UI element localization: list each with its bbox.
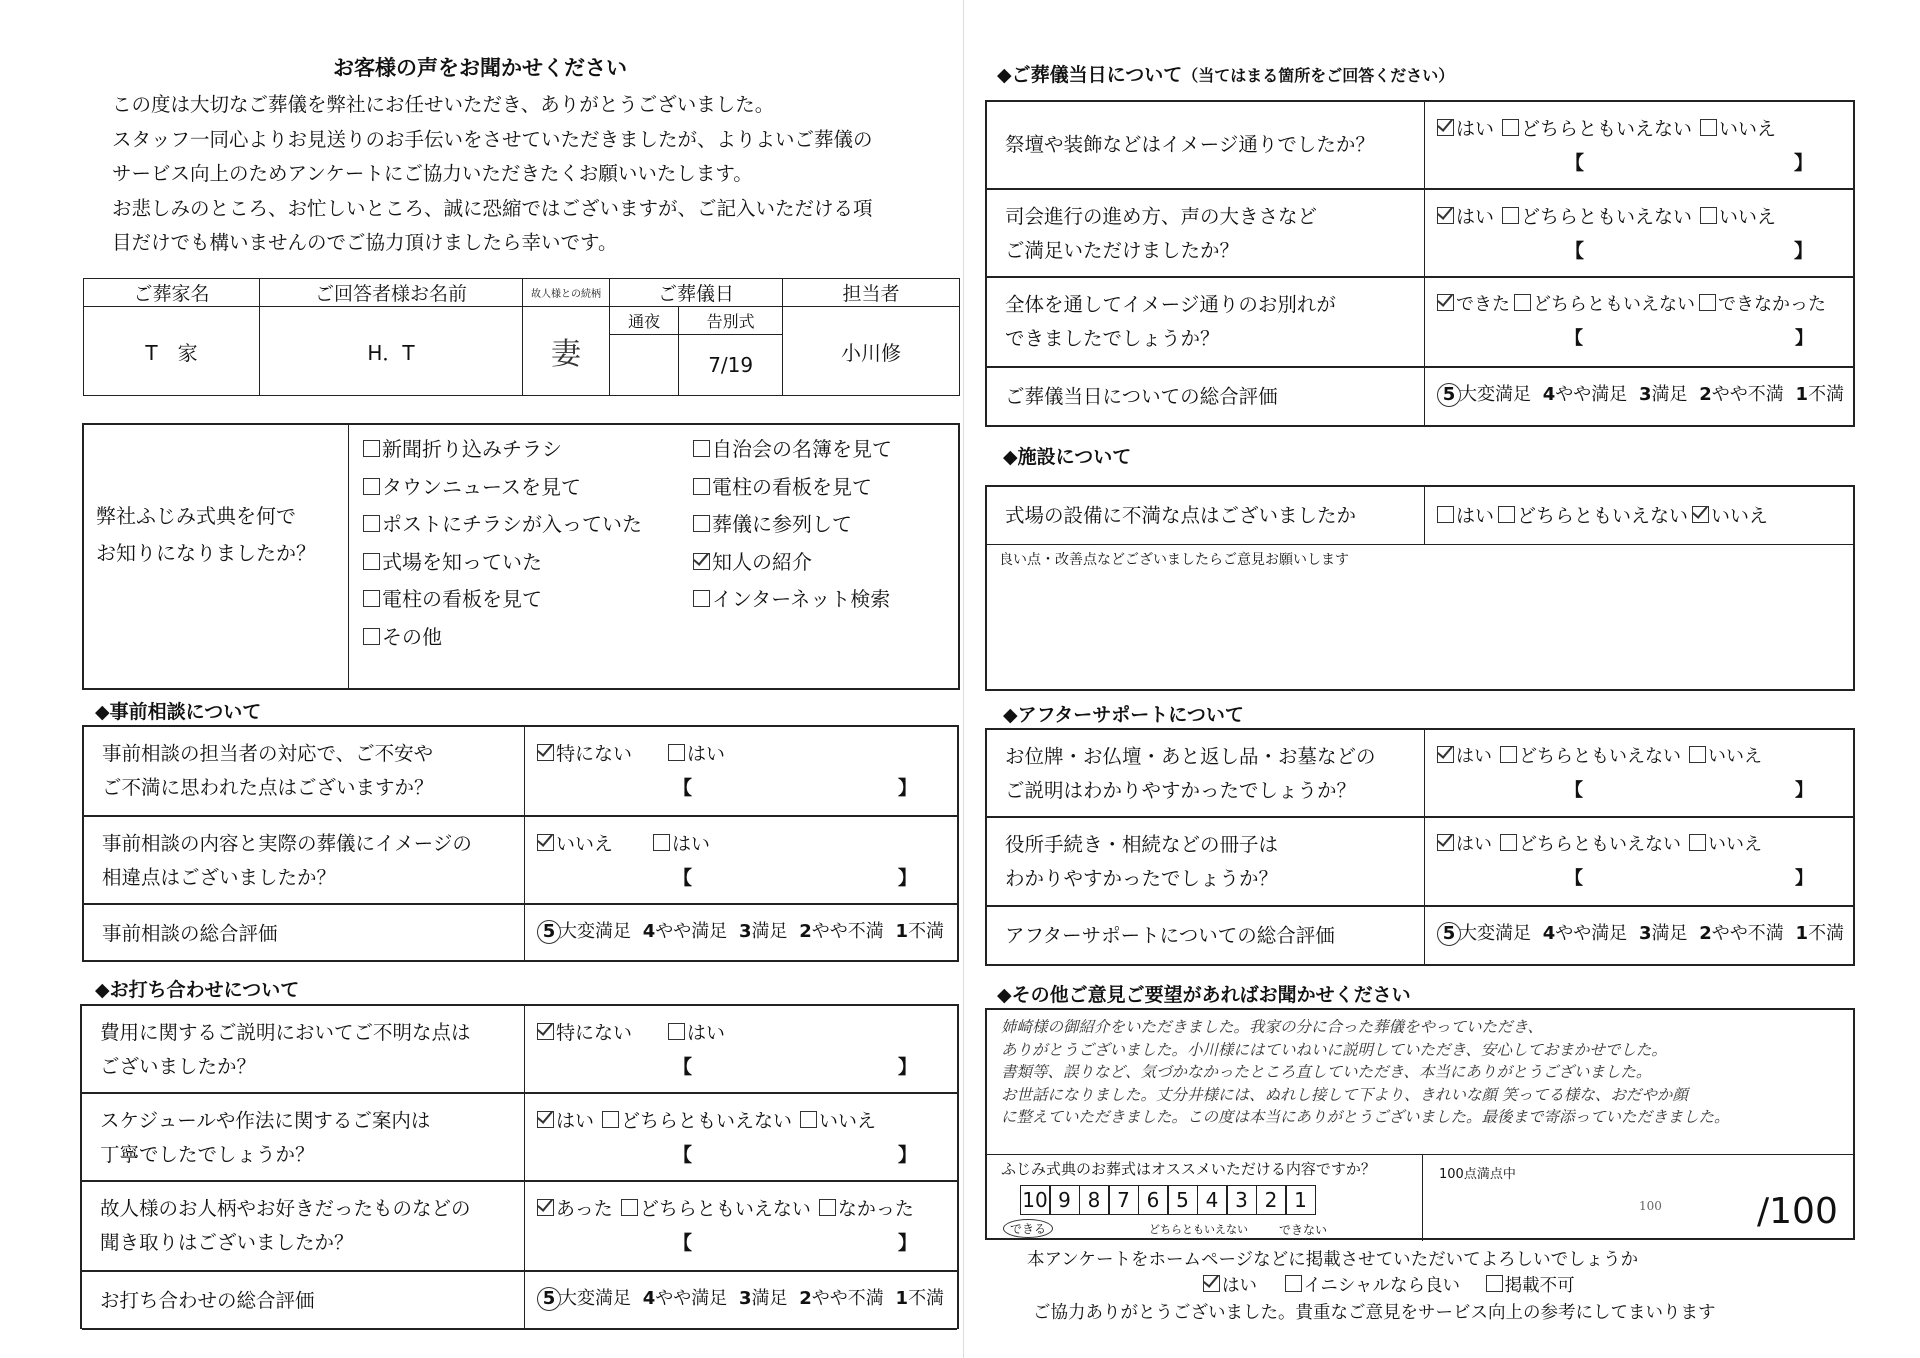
recommend-row: [987, 1154, 1853, 1241]
comment-brackets: 【 】: [673, 777, 917, 799]
comment-line: 姉崎様の御紹介をいただきました。我家の分に合った葬儀をやっていただき、: [1001, 1018, 1543, 1036]
answer-option[interactable]: いいえ: [1689, 834, 1762, 855]
rating-scale[interactable]: 5 大変満足 4やや満足 3満足 2やや不満 1不満: [525, 905, 957, 960]
question-text: 事前相談の担当者の対応で、ご不安や: [102, 742, 434, 765]
referral-label: [84, 425, 349, 688]
answer-option[interactable]: 特にない: [537, 743, 632, 765]
answer-option[interactable]: はい: [1437, 206, 1494, 228]
aftersupport-q1: [987, 730, 1853, 818]
question-text: ご不満に思われた点はございますか？: [102, 776, 434, 799]
page-fold: [963, 0, 964, 1358]
section-heading-meeting: ◆お打ち合わせについて: [95, 979, 300, 1001]
answer-option[interactable]: できなかった: [1699, 294, 1826, 315]
comment-brackets: 【 】: [673, 1232, 917, 1254]
scale-label-neutral: どちらともいえない: [1149, 1223, 1248, 1236]
answer-option[interactable]: 特にない: [537, 1022, 632, 1044]
funeral-day-overall: [987, 368, 1853, 427]
header-family: ご葬家名: [84, 279, 260, 307]
publish-options: [1203, 1272, 1591, 1297]
scale-cell[interactable]: 4: [1197, 1185, 1228, 1215]
scale-cell[interactable]: 8: [1079, 1185, 1110, 1215]
answer-option[interactable]: あった: [537, 1198, 613, 1220]
facility-comment-area[interactable]: [987, 571, 1853, 689]
answer-option[interactable]: どちらともいえない: [1500, 746, 1681, 767]
answer-option[interactable]: どちらともいえない: [1514, 294, 1695, 315]
checkbox[interactable]: [363, 515, 380, 532]
answer-option[interactable]: はい: [1437, 118, 1494, 140]
checkbox[interactable]: [363, 440, 380, 457]
aftersupport-overall: [987, 907, 1853, 966]
score-handwritten: 100: [1639, 1199, 1662, 1213]
comment-brackets: 【 】: [673, 867, 917, 889]
comment-line: に整えていただきました。この度は本当にありがとうございました。最後まで寄添っていただきました。: [1001, 1108, 1730, 1126]
answer-option[interactable]: はい: [668, 743, 725, 765]
answer-option[interactable]: いいえ: [800, 1110, 876, 1132]
tsuya-value: [610, 335, 679, 396]
question-text: 式場の設備に不満な点はございましたか: [987, 487, 1425, 544]
intro-line: スタッフ一同心よりお見送りのお手伝いをさせていただきましたが、よりよいご葬儀の: [112, 127, 873, 151]
meeting-q2: [82, 1094, 957, 1182]
score-label: 100点満点中: [1439, 1167, 1516, 1182]
question-text: 祭壇や装飾などはイメージ通りでしたか？: [987, 102, 1425, 188]
answer-option[interactable]: どちらともいえない: [602, 1110, 792, 1132]
scale-label-can: できる: [1003, 1219, 1053, 1238]
intro-text: [112, 88, 932, 261]
scale-cell[interactable]: 9: [1049, 1185, 1080, 1215]
other-comments-box: [985, 1008, 1855, 1240]
comment-brackets: 【 】: [1565, 780, 1813, 801]
question-text: 役所手続き・相続などの冊子は: [1005, 833, 1279, 856]
question-text: 相違点はございましたか？: [102, 866, 337, 889]
referral-option[interactable]: その他: [363, 619, 693, 657]
section-heading-preconsult: ◆事前相談について: [95, 701, 262, 723]
handwritten-comment: [1001, 1016, 1841, 1129]
question-text: わかりやすかったでしょうか？: [1005, 867, 1279, 890]
referral-options-col1: [349, 425, 693, 688]
question-text: 事前相談の内容と実際の葬儀にイメージの: [102, 832, 472, 855]
meeting-table: [80, 1004, 959, 1329]
meeting-overall: [82, 1272, 957, 1330]
scale-cell[interactable]: 1: [1285, 1185, 1316, 1215]
answer-option[interactable]: どちらともいえない: [621, 1198, 811, 1220]
thanks-message: ご協力ありがとうございました。貴重なご意見をサービス向上の参考にしてまいります: [1033, 1303, 1716, 1323]
referral-option[interactable]: ポストにチラシが入っていた: [363, 506, 693, 544]
respondent-name-value: H．T: [260, 307, 523, 396]
comment-brackets: 【 】: [673, 1144, 917, 1166]
comment-brackets: 【 】: [1565, 152, 1813, 174]
referral-option[interactable]: インターネット検索: [693, 581, 892, 619]
question-text: スケジュールや作法に関するご案内は: [100, 1109, 431, 1132]
scale-cell[interactable]: 3: [1226, 1185, 1257, 1215]
referral-option[interactable]: 電柱の看板を見て: [693, 469, 892, 507]
survey-title: お客様の声をお聞かせください: [333, 56, 627, 80]
scale-label-cannot: できない: [1279, 1223, 1328, 1237]
referral-option[interactable]: タウンニュースを見て: [363, 469, 693, 507]
intro-line: 目だけでも構いませんのでご協力頂けましたら幸いです。: [112, 231, 618, 254]
question-text: 全体を通してイメージ通りのお別れが: [1005, 293, 1336, 316]
info-table: [83, 278, 960, 396]
facility-comment-label: 良い点・改善点などございましたらご意見お願いします: [999, 552, 1349, 568]
preconsult-overall: [84, 905, 957, 962]
answer-option[interactable]: どちらともいえない: [1498, 505, 1688, 527]
preconsult-table: [82, 725, 959, 962]
referral-option[interactable]: 式場を知っていた: [363, 544, 693, 582]
rating-scale[interactable]: 5 大変満足 4やや満足 3満足 2やや不満 1不満: [1425, 907, 1853, 964]
referral-option[interactable]: 知人の紹介: [693, 544, 892, 582]
score-denominator: /100: [1757, 1191, 1838, 1232]
funeral-day-table: [985, 100, 1855, 427]
referral-option[interactable]: 自治会の名簿を見て: [693, 431, 892, 469]
aftersupport-q2: [987, 818, 1853, 907]
scale-cell[interactable]: 2: [1256, 1185, 1287, 1215]
answer-option[interactable]: はい: [537, 1110, 594, 1132]
question-text: お打ち合わせの総合評価: [82, 1272, 525, 1328]
section-heading-facility: ◆施設について: [1003, 446, 1132, 468]
rating-scale[interactable]: 5 大変満足 4やや満足 3満足 2やや不満 1不満: [525, 1272, 957, 1328]
question-text: 事前相談の総合評価: [84, 905, 525, 960]
answer-option[interactable]: はい: [653, 833, 710, 855]
answer-option[interactable]: いいえ: [537, 833, 613, 855]
family-name-value: T 家: [84, 307, 260, 396]
scale-cell[interactable]: 7: [1108, 1185, 1139, 1215]
checkbox[interactable]: [363, 628, 380, 645]
checkbox[interactable]: [363, 553, 380, 570]
referral-option[interactable]: 新聞折り込みチラシ: [363, 431, 693, 469]
checkbox[interactable]: [693, 440, 710, 457]
header-tsuya: 通夜: [610, 307, 679, 335]
answer-option[interactable]: いいえ: [1700, 206, 1776, 228]
funeral-day-q2: [987, 190, 1853, 278]
recommend-section: [987, 1155, 1423, 1241]
header-relation: 故人様との続柄: [523, 279, 610, 307]
question-text: 聞き取りはございましたか？: [100, 1231, 354, 1254]
intro-line: お悲しみのところ、お忙しいところ、誠に恐縮ではございますが、ご記入いただける項: [112, 196, 873, 220]
answer-option[interactable]: どちらともいえない: [1500, 834, 1681, 855]
checkbox[interactable]: [693, 478, 710, 495]
section-note: （当てはまる箇所をご回答ください）: [1182, 66, 1455, 85]
question-text: できましたでしょうか？: [1005, 327, 1220, 350]
right-page: [985, 0, 1920, 1358]
header-kokubetsu: 告別式: [679, 307, 783, 335]
referral-option[interactable]: 電柱の看板を見て: [363, 581, 693, 619]
comment-line: 書類等、誤りなど、気づかなかったところ直していただき、本当にありがとうございました。: [1001, 1063, 1652, 1081]
checkbox[interactable]: [693, 515, 710, 532]
question-text: 丁寧でしたでしょうか？: [100, 1143, 315, 1166]
question-text: ご葬儀当日についての総合評価: [987, 368, 1425, 425]
answer-option[interactable]: イニシャルなら良い: [1285, 1276, 1460, 1296]
referral-label-line: 弊社ふじみ式典を何で: [96, 504, 296, 528]
comment-line: お世話になりました。丈分井様には、ぬれし接して下より、きれいな顔 笑ってる様な、おだやか顔: [1001, 1085, 1688, 1104]
question-text: ございましたか？: [100, 1055, 257, 1078]
referral-label-line: お知りになりましたか？: [96, 541, 316, 565]
staff-value: 小川修: [783, 307, 960, 396]
question-text: 費用に関するご説明においてご不明な点は: [100, 1021, 471, 1044]
comment-brackets: 【 】: [673, 1056, 917, 1078]
recommend-question: ふじみ式典のお葬式はオススメいただける内容ですか？: [1001, 1160, 1376, 1178]
section-heading-funeral-day: ◆ご葬儀当日について（当てはまる箇所をご回答ください）: [997, 64, 1455, 86]
kokubetsu-value: 7/19: [679, 335, 783, 396]
scale-cell[interactable]: 10: [1020, 1185, 1051, 1215]
aftersupport-table: [985, 728, 1855, 966]
section-heading-aftersupport: ◆アフターサポートについて: [1003, 704, 1244, 726]
answer-option[interactable]: いいえ: [1700, 118, 1776, 140]
answer-option[interactable]: どちらともいえない: [1502, 118, 1692, 140]
referral-question: [82, 423, 960, 690]
question-text: ご説明はわかりやすかったでしょうか？: [1005, 779, 1357, 802]
preconsult-q1: [84, 727, 957, 817]
question-text: 司会進行の進め方、声の大きさなど: [1005, 205, 1318, 228]
answer-option[interactable]: はい: [1437, 746, 1492, 767]
answer-option[interactable]: はい: [668, 1022, 725, 1044]
relation-value: 妻: [523, 307, 610, 396]
referral-options-col2: [693, 425, 892, 688]
meeting-q3: [82, 1182, 957, 1272]
question-text: アフターサポートについての総合評価: [987, 907, 1425, 964]
answer-option[interactable]: なかった: [819, 1198, 914, 1220]
checkbox[interactable]: [693, 590, 710, 607]
referral-option[interactable]: 葬儀に参列して: [693, 506, 892, 544]
question-text: 故人様のお人柄やお好きだったものなどの: [100, 1197, 471, 1220]
answer-option[interactable]: いいえ: [1692, 505, 1768, 527]
scale-cell[interactable]: 6: [1138, 1185, 1169, 1215]
checkbox-checked[interactable]: [693, 553, 710, 570]
comment-brackets: 【 】: [1565, 868, 1813, 889]
answer-option[interactable]: はい: [1203, 1276, 1257, 1296]
rating-scale[interactable]: 5 大変満足 4やや満足 3満足 2やや不満 1不満: [1425, 368, 1853, 425]
facility-q1: [987, 487, 1853, 545]
meeting-q1: [82, 1006, 957, 1094]
question-text: お位牌・お仏壇・あと返し品・お墓などの: [1005, 745, 1376, 768]
funeral-day-q1: [987, 102, 1853, 190]
answer-option[interactable]: いいえ: [1689, 746, 1762, 767]
scale-cell[interactable]: 5: [1167, 1185, 1198, 1215]
question-text: ご満足いただけましたか？: [1005, 239, 1240, 262]
intro-line: この度は大切なご葬儀を弊社にお任せいただき、ありがとうございました。: [112, 93, 775, 116]
checkbox[interactable]: [363, 590, 380, 607]
funeral-day-q3: [987, 278, 1853, 368]
header-staff: 担当者: [783, 279, 960, 307]
checkbox[interactable]: [363, 478, 380, 495]
answer-option[interactable]: はい: [1437, 834, 1492, 855]
header-date: ご葬儀日: [610, 279, 783, 307]
section-heading-other: ◆その他ご意見ご要望があればお聞かせください: [997, 984, 1411, 1006]
header-name: ご回答者様お名前: [260, 279, 523, 307]
comment-brackets: 【 】: [1565, 240, 1813, 262]
preconsult-q2: [84, 817, 957, 905]
answer-option[interactable]: はい: [1437, 505, 1494, 527]
answer-option[interactable]: できた: [1437, 294, 1510, 315]
recommend-scale[interactable]: [1021, 1185, 1316, 1215]
publish-question: 本アンケートをホームページなどに掲載させていただいてよろしいでしょうか: [1027, 1250, 1639, 1270]
comment-brackets: 【 】: [1565, 328, 1813, 349]
comment-line: ありがとうございました。小川様にはていねいに説明していただき、安心しておまかせでした。: [1001, 1040, 1667, 1059]
facility-table: [985, 485, 1855, 691]
intro-line: サービス向上のためアンケートにご協力いただきたくお願いいたします。: [112, 162, 753, 185]
answer-option[interactable]: どちらともいえない: [1502, 206, 1692, 228]
answer-option[interactable]: 掲載不可: [1486, 1276, 1575, 1296]
